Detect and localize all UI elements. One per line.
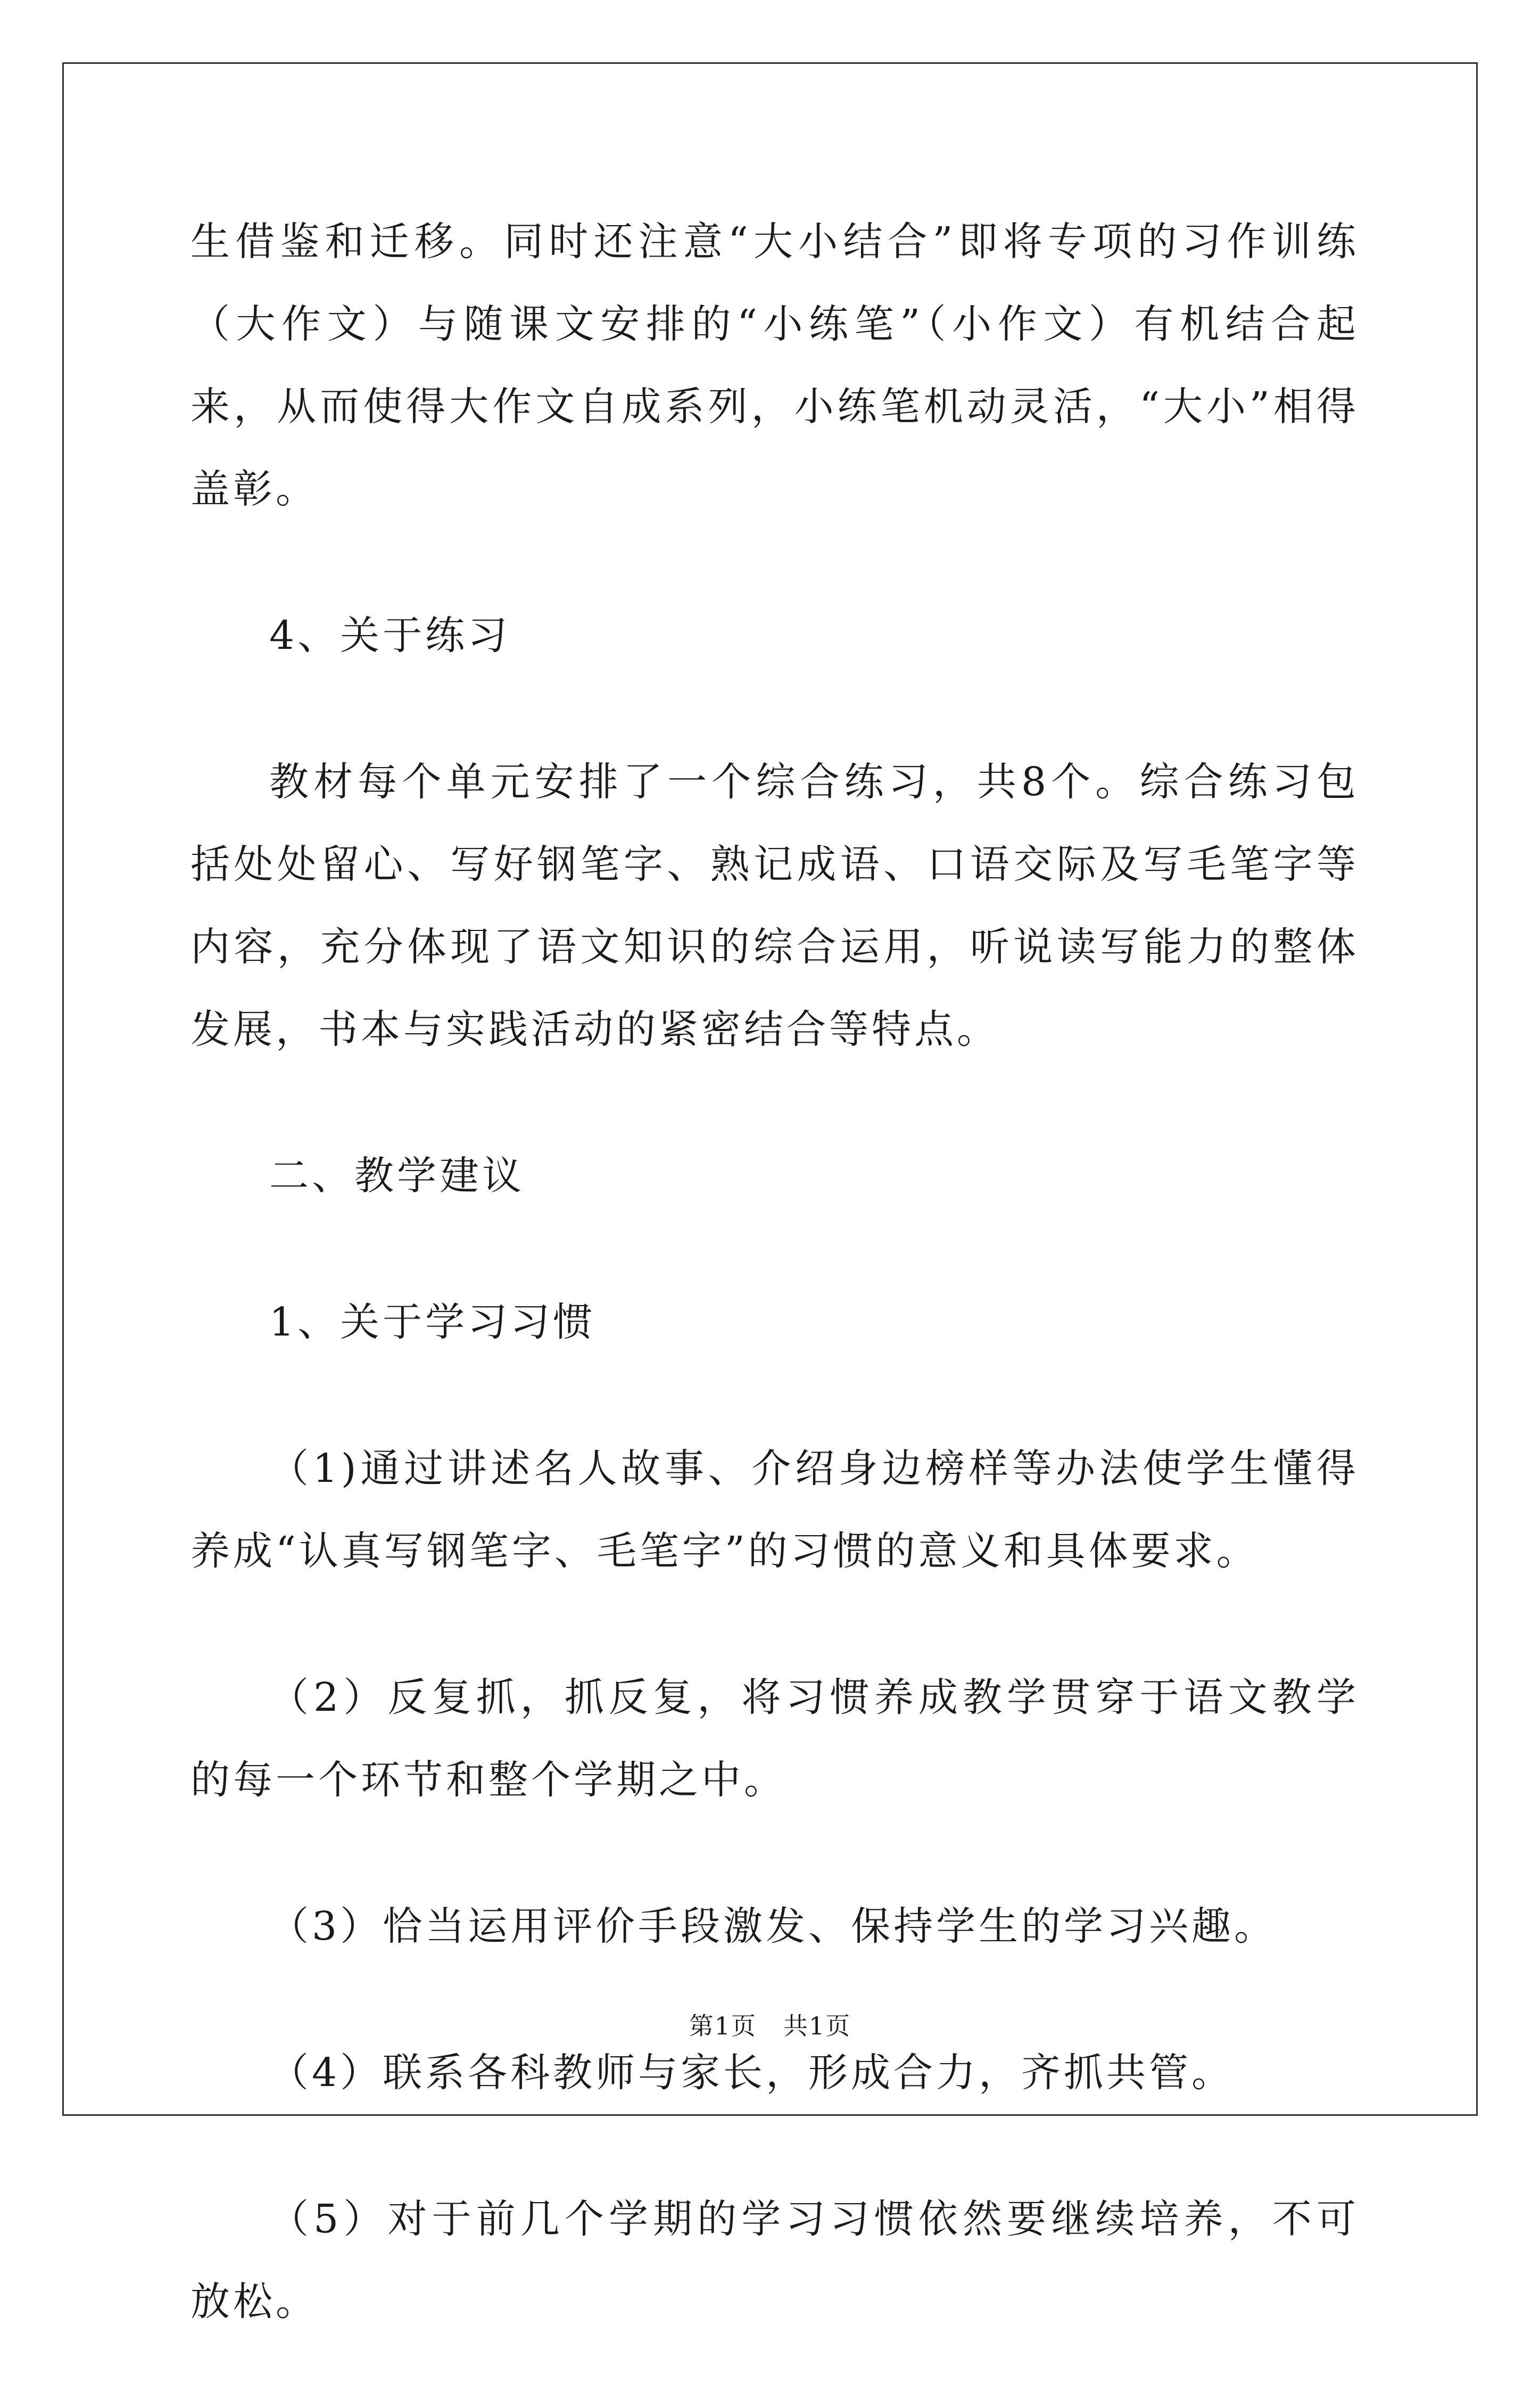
- page-total: 共1页: [783, 2012, 851, 2040]
- list-item-3: （3）恰当运用评价手段激发、保持学生的学习兴趣。: [269, 1903, 1277, 1949]
- document-body: [191, 201, 1359, 2407]
- section-heading-suggestions: 二、教学建议: [269, 1153, 525, 1199]
- list-item-2: （2）反复抓，抓反复，将习惯养成教学贯穿于语文教学的每一个环节和整个学期之中。: [191, 1675, 1359, 1803]
- page-footer: [0, 2007, 1540, 2042]
- list-item-5: （5）对于前几个学期的学习习惯依然要继续培养，不可放松。: [191, 2196, 1359, 2324]
- section-heading-habits: 1、关于学习习惯: [269, 1299, 596, 1345]
- page-number: 第1页: [689, 2012, 757, 2040]
- section-heading-practice: 4、关于练习: [269, 613, 511, 658]
- paragraph-practice: 教材每个单元安排了一个综合练习，共8个。综合练习包括处处留心、写好钢笔字、熟记成语、口语交际及写毛笔字等内容，充分体现了语文知识的综合运用，听说读写能力的整体发展，书本与实践活动的紧密结合等特点。: [191, 759, 1359, 1052]
- list-item-4: （4）联系各科教师与家长，形成合力，齐抓共管。: [269, 2050, 1235, 2096]
- list-item-1: （1)通过讲述名人故事、介绍身边榜样等办法使学生懂得养成“认真写钢笔字、毛笔字”的习惯的意义和具体要求。: [191, 1446, 1359, 1574]
- paragraph-1: 生借鉴和迁移。同时还注意“大小结合”即将专项的习作训练（大作文）与随课文安排的“小练笔”（小作文）有机结合起来，从而使得大作文自成系列，小练笔机动灵活，“大小”相得盖彰。: [191, 219, 1359, 512]
